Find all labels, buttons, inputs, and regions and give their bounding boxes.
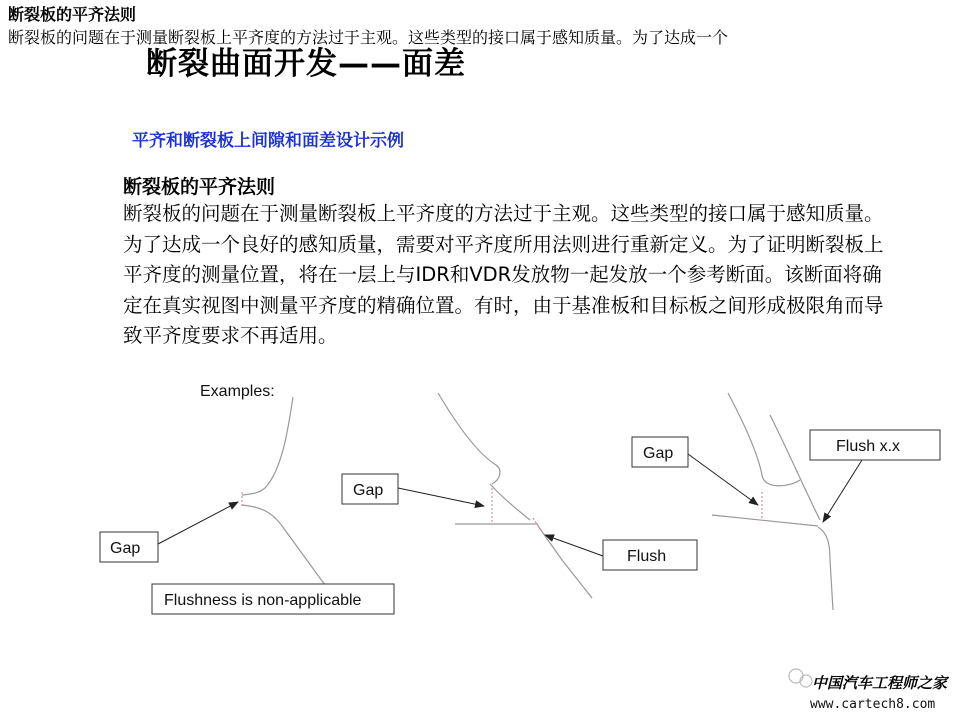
slide-title: 断裂曲面开发——面差 xyxy=(146,46,466,82)
left-gap-arrow xyxy=(158,502,238,544)
middle-flush-label: Flush xyxy=(627,548,667,565)
flushness-label: Flushness is non-applicable xyxy=(164,592,362,609)
examples-label: Examples: xyxy=(200,383,275,400)
left-upper-curve xyxy=(242,397,293,495)
right-lower-curve xyxy=(818,527,833,610)
middle-lower-curve xyxy=(538,526,592,598)
watermark-logo-text: 中国汽车工程师之家 xyxy=(812,674,948,692)
right-example xyxy=(632,393,940,610)
section-heading: 断裂板的平齐法则 xyxy=(123,176,276,198)
overlay-title: 断裂板的平齐法则 xyxy=(8,5,137,24)
watermark-url: www.cartech8.com xyxy=(810,697,936,712)
middle-flush-arrow xyxy=(545,535,603,556)
right-upper-curve xyxy=(728,393,800,486)
left-gap-label: Gap xyxy=(110,540,141,557)
middle-diagonal-curve xyxy=(490,484,530,520)
right-gap-arrow xyxy=(688,454,758,505)
middle-example xyxy=(342,393,697,598)
right-gap-label: Gap xyxy=(643,445,674,462)
left-lower-curve xyxy=(242,505,325,585)
middle-gap-label: Gap xyxy=(353,482,384,499)
right-horizontal-line xyxy=(712,515,818,526)
slide-subtitle: 平齐和断裂板上间隙和面差设计示例 xyxy=(132,131,404,151)
watermark-logo-icon xyxy=(789,669,812,687)
body-paragraph: 断裂板的问题在于测量断裂板上平齐度的方法过于主观。这些类型的接口属于感知质量。为了达成一个良好的感知质量，需要对平齐度所用法则进行重新定义。为了证明断裂板上平齐度的测量位置，将在一层上与IDR和VDR发放物一起发放一个参考断面。该断面将确定在真实视图中测量平齐度的精确位置。有时，由于基准板和目标板之间形成极限角而导致平齐度要求不再适用。 xyxy=(123,202,884,347)
middle-upper-curve xyxy=(438,393,500,484)
overlay-text: 断裂板的问题在于测量断裂板上平齐度的方法过于主观。这些类型的接口属于感知质量。为了达成一个 xyxy=(8,28,729,47)
right-flush-arrow xyxy=(823,460,862,522)
left-example xyxy=(100,397,394,614)
middle-gap-arrow xyxy=(398,488,484,506)
right-flush-label: Flush x.x xyxy=(836,438,901,455)
